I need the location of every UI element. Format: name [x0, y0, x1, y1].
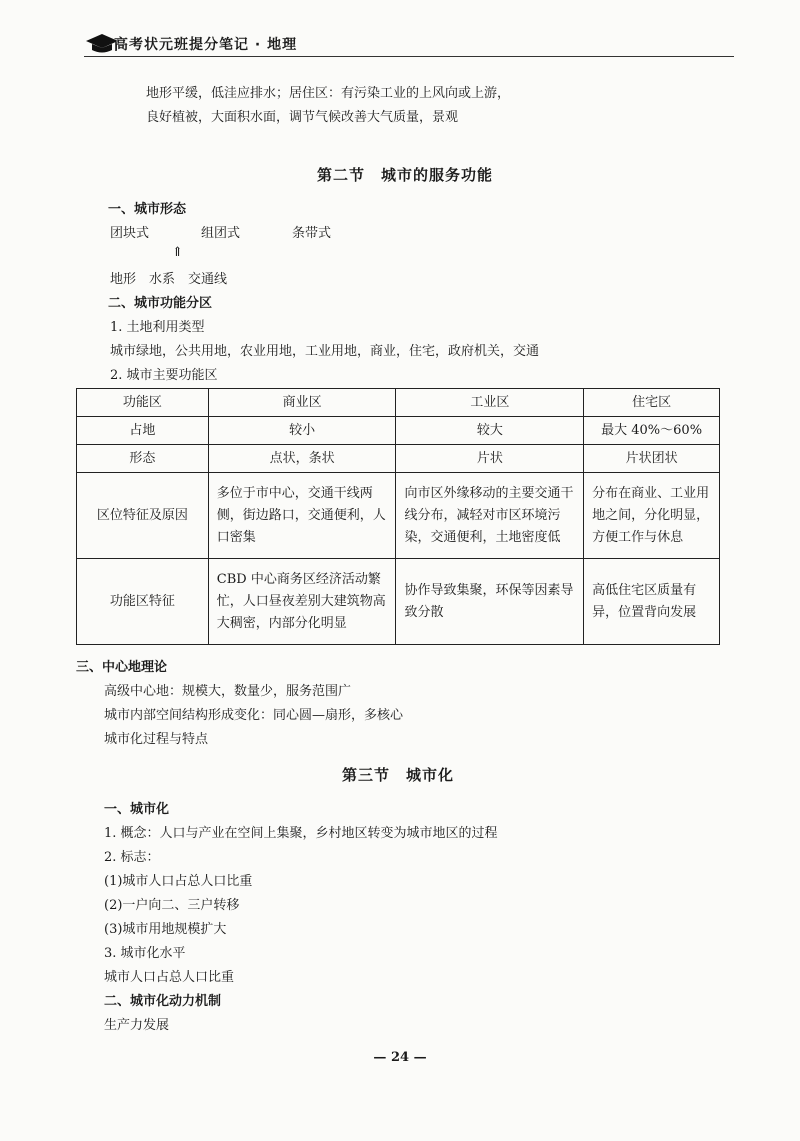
- section-3-title: 第三节 城市化: [342, 766, 455, 784]
- table-cell: 占地: [77, 417, 209, 445]
- heading-driving-mechanism: 二、城市化动力机制: [104, 994, 222, 1009]
- table-cell: 功能区特征: [77, 559, 209, 645]
- table-cell: 高低住宅区质量有异，位置背向发展: [584, 559, 720, 645]
- urbanization-concept: 1. 概念：人口与产业在空间上集聚，乡村地区转变为城市地区的过程: [104, 826, 498, 841]
- table-header-cell: 住宅区: [584, 389, 720, 417]
- intro-line-1: 地形平缓，低洼应排水；居住区：有污染工业的上风向或上游，: [146, 86, 511, 101]
- city-form-types: 团块式 组团式 条带式: [110, 226, 332, 241]
- page-header: [84, 30, 734, 60]
- intro-line-2: 良好植被，大面积水面，调节气候改善大气质量，景观: [146, 110, 459, 125]
- table-row: [77, 445, 720, 473]
- marker-1: (1)城市人口占总人口比重: [104, 874, 253, 889]
- table-cell: 形态: [77, 445, 209, 473]
- driving-mechanism-1: 生产力发展: [104, 1018, 170, 1033]
- table-cell: 点状，条状: [208, 445, 396, 473]
- table-header-row: [77, 389, 720, 417]
- central-place-2: 城市内部空间结构形成变化：同心圆—扇形，多核心: [104, 708, 404, 723]
- table-header-cell: 商业区: [208, 389, 396, 417]
- table-row: [77, 473, 720, 559]
- landuse-types: 城市绿地，公共用地，农业用地，工业用地，商业，住宅，政府机关，交通: [110, 344, 540, 359]
- table-header-cell: 工业区: [396, 389, 584, 417]
- form-factors: 地形 水系 交通线: [110, 272, 228, 287]
- section-2-title: 第二节 城市的服务功能: [317, 166, 494, 184]
- urbanization-level-def: 城市人口占总人口比重: [104, 970, 235, 985]
- table-cell: 多位于市中心，交通干线两侧，街边路口，交通便利，人口密集: [208, 473, 396, 559]
- table-cell: 较小: [208, 417, 396, 445]
- marker-3: (3)城市用地规模扩大: [104, 922, 227, 937]
- urbanization-level: 3. 城市化水平: [104, 946, 186, 961]
- subheading-main-zones: 2. 城市主要功能区: [110, 368, 218, 383]
- table-cell: 区位特征及原因: [77, 473, 209, 559]
- table-row: [77, 417, 720, 445]
- marker-2: (2)一户向二、三户转移: [104, 898, 240, 913]
- table-cell: CBD 中心商务区经济活动繁忙，人口昼夜差别大建筑物高大稠密，内部分化明显: [208, 559, 396, 645]
- table-header-cell: 功能区: [77, 389, 209, 417]
- central-place-3: 城市化过程与特点: [104, 732, 209, 747]
- function-zone-table: [76, 388, 720, 645]
- table-row: [77, 559, 720, 645]
- subheading-landuse: 1. 土地利用类型: [110, 320, 205, 335]
- table-cell: 片状团状: [584, 445, 720, 473]
- table-cell: 最大 40%～60%: [584, 417, 720, 445]
- table-cell: 分布在商业、工业用地之间，分化明显，方便工作与休息: [584, 473, 720, 559]
- urbanization-markers: 2. 标志：: [104, 850, 160, 865]
- page-number: — 24 —: [373, 1050, 427, 1065]
- header-title: 高考状元班提分笔记 · 地理: [114, 37, 298, 53]
- up-arrow: ⇑: [172, 245, 183, 260]
- heading-city-form: 一、城市形态: [108, 202, 187, 217]
- heading-function-zones: 二、城市功能分区: [108, 296, 213, 311]
- central-place-1: 高级中心地：规模大，数量少，服务范围广: [104, 684, 352, 699]
- table-cell: 向市区外缘移动的主要交通干线分布，减轻对市区环境污染，交通便利，土地密度低: [396, 473, 584, 559]
- heading-urbanization: 一、城市化: [104, 802, 170, 817]
- heading-central-place: 三、中心地理论: [76, 660, 168, 675]
- table-cell: 片状: [396, 445, 584, 473]
- table-cell: 协作导致集聚，环保等因素导致分散: [396, 559, 584, 645]
- header-rule: [84, 56, 734, 57]
- table-cell: 较大: [396, 417, 584, 445]
